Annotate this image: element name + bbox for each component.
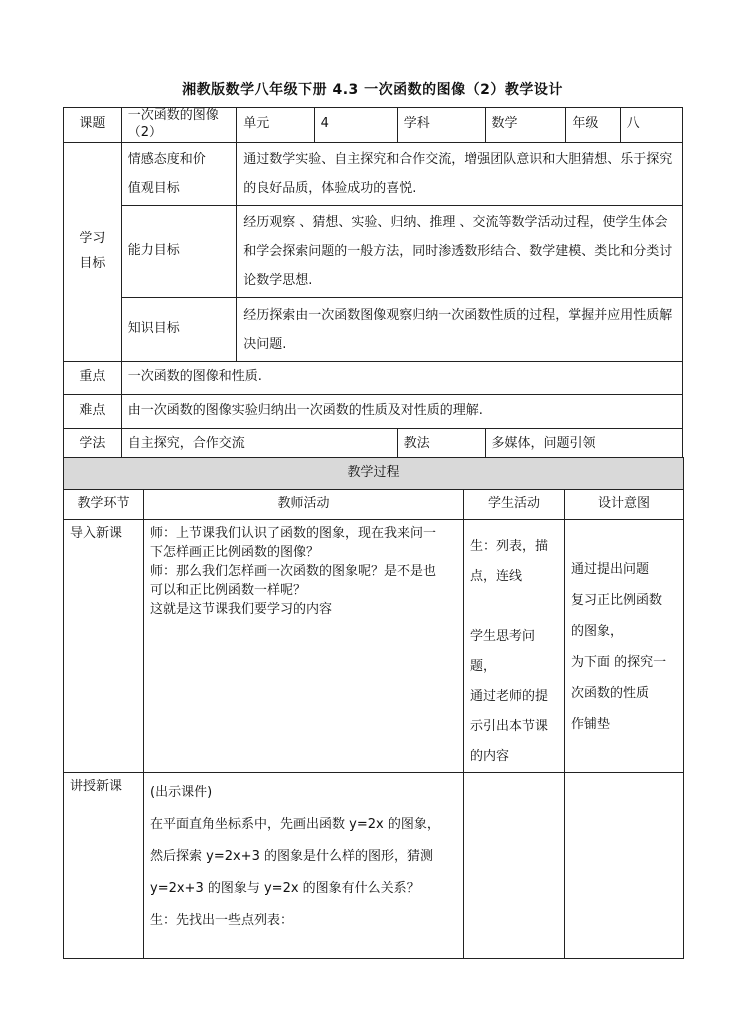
key-point-row — [64, 361, 683, 394]
stage-name: 讲授新课 — [64, 773, 144, 959]
process-header: 教学过程 — [64, 458, 684, 490]
teach-method-text: 多媒体，问题引领 — [485, 428, 683, 461]
unit-label: 单元 — [237, 108, 314, 143]
column-header: 设计意图 — [565, 490, 684, 520]
process-header-row — [64, 458, 684, 490]
grade-value: 八 — [620, 108, 682, 143]
column-header: 学生活动 — [464, 490, 565, 520]
goal-row-knowledge — [64, 297, 683, 361]
stage-name: 导入新课 — [64, 520, 144, 773]
subject-label: 学科 — [397, 108, 485, 143]
key-point-text: 一次函数的图像和性质. — [121, 361, 682, 394]
goal-text-knowledge: 经历探索由一次函数图像观察归纳一次函数性质的过程，掌握并应用性质解 决问题. — [237, 297, 683, 361]
process-columns-row — [64, 490, 684, 520]
learn-method-text: 自主探究，合作交流 — [121, 428, 397, 461]
process-row-new — [64, 773, 684, 959]
goal-name-emotion: 情感态度和价 值观目标 — [121, 142, 236, 205]
design-intent: 通过提出问题 复习正比例函数 的图象， 为下面 的探究一 次函数的性质 作铺垫 — [565, 520, 684, 773]
goal-name-knowledge: 知识目标 — [121, 297, 236, 361]
process-table — [63, 457, 684, 959]
goal-row-emotion — [64, 142, 683, 205]
difficulty-text: 由一次函数的图像实验归纳出一次函数的性质及对性质的理解. — [121, 394, 682, 428]
teacher-activity: 师：上节课我们认识了函数的图象，现在我来问一 下怎样画正比例函数的图像？ 师：那么我们怎样画一次函数的图象呢？是不是也 可以和正比例函数一样呢？ 这就是这节课我们要学习的内容 — [144, 520, 464, 773]
unit-value: 4 — [314, 108, 397, 143]
topic-label: 课题 — [64, 108, 122, 143]
topic-value: 一次函数的图像（2） — [121, 108, 236, 143]
process-row-intro — [64, 520, 684, 773]
student-activity: 生：列表，描 点，连线 学生思考问题， 通过老师的提 示引出本节课 的内容 — [464, 520, 565, 773]
teacher-activity: (出示课件) 在平面直角坐标系中，先画出函数 y=2x 的图象， 然后探索 y=2x+3 的图象是什么样的图形，猜测 y=2x+3 的图象与 y=2x 的图象有什么关系？ 生：先找出一些点列表： — [144, 773, 464, 959]
goal-row-ability — [64, 205, 683, 297]
subject-value: 数学 — [485, 108, 566, 143]
info-row — [64, 108, 683, 143]
difficulty-label: 难点 — [64, 394, 122, 428]
goal-text-ability: 经历观察 、猜想、实验、归纳、推理 、交流等数学活动过程，使学生体会 和学会探索问题的一般方法，同时渗透数形结合、数学建模、类比和分类讨 论数学思想. — [237, 205, 683, 297]
design-intent — [565, 773, 684, 959]
goals-label: 学习 目标 — [64, 142, 122, 361]
difficulty-row — [64, 394, 683, 428]
goal-text-emotion: 通过数学实验、自主探究和合作交流，增强团队意识和大胆猜想、乐于探究 的良好品质，体验成功的喜悦. — [237, 142, 683, 205]
key-point-label: 重点 — [64, 361, 122, 394]
page-title: 湘教版数学八年级下册 4.3 一次函数的图像（2）教学设计 — [182, 82, 563, 98]
info-table — [63, 107, 683, 462]
goal-name-ability: 能力目标 — [121, 205, 236, 297]
teach-method-label: 教法 — [397, 428, 485, 461]
learn-method-label: 学法 — [64, 428, 122, 461]
column-header: 教师活动 — [144, 490, 464, 520]
grade-label: 年级 — [566, 108, 620, 143]
column-header: 教学环节 — [64, 490, 144, 520]
student-activity — [464, 773, 565, 959]
